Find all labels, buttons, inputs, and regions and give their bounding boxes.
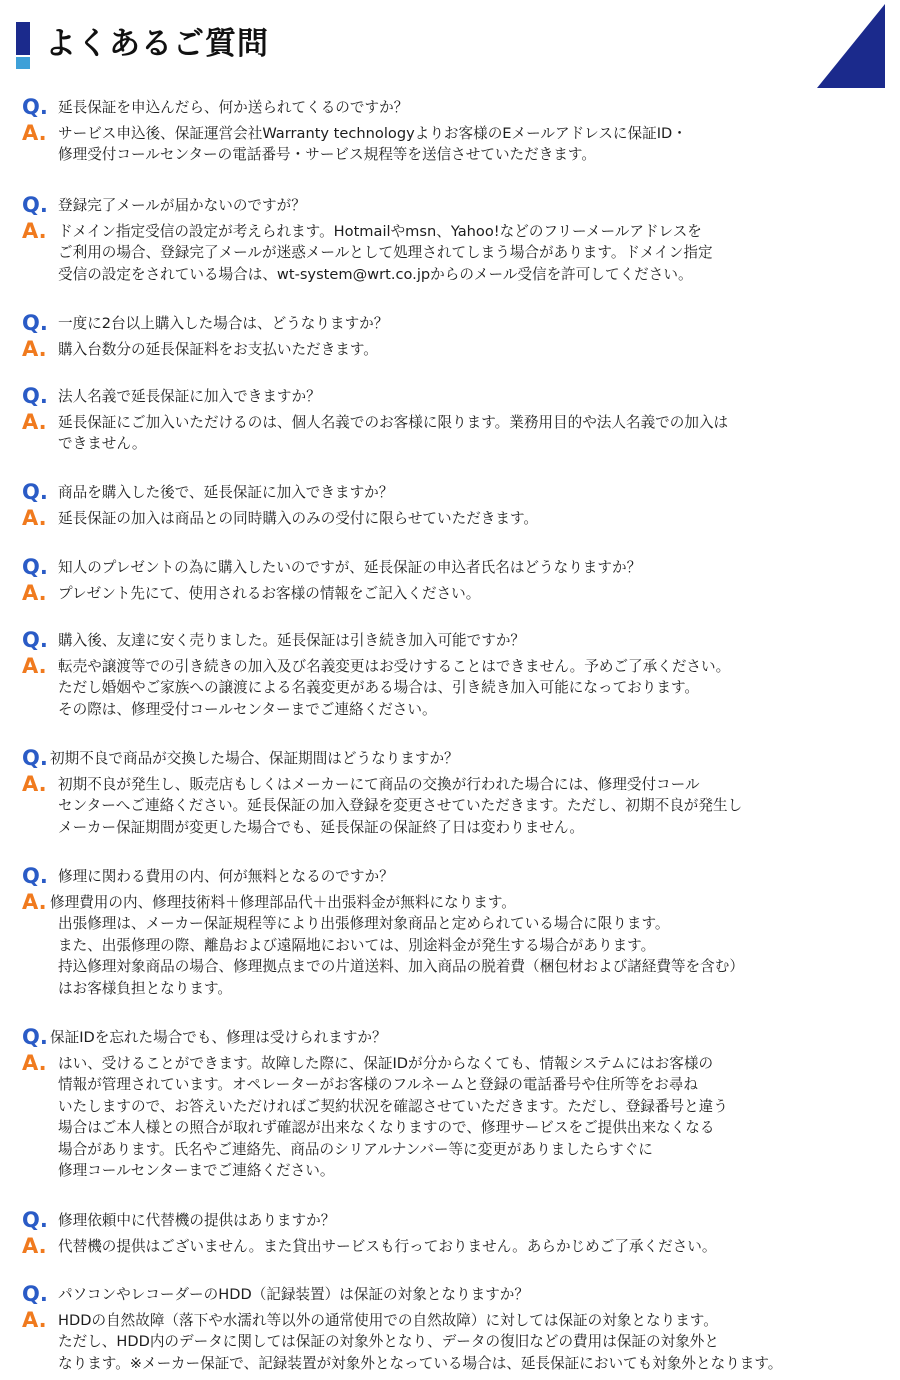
faq-question bbox=[0, 1210, 900, 1232]
page-title: よくあるご質問 bbox=[45, 26, 269, 62]
a-mark-icon: A. bbox=[22, 120, 47, 145]
question-text: 延長保証を申込んだら、何か送られてくるのですか？ bbox=[58, 99, 409, 116]
answer-text: 転売や譲渡等での引き続きの加入及び名義変更はお受けすることはできません。予めご了承ください。 ただし婚姻やご家族への譲渡による名義変更がある場合は、引き続き加入可能になっております。 その際は、修理受付コールセンターまでご連絡ください。 bbox=[58, 657, 731, 718]
answer-text: 初期不良が発生し、販売店もしくはメーカーにて商品の交換が行われた場合には、修理受付コール センターへご連絡ください。延長保証の加入登録を変更させていただきます。ただし、初期不良が発生し メーカー保証期間が変更した場合でも、延長保証の保証終了日は変わりません。 bbox=[58, 775, 743, 836]
faq-answer bbox=[0, 1307, 900, 1375]
question-text: 修理依頼中に代替機の提供はありますか？ bbox=[58, 1212, 336, 1229]
answer-text: はい、受けることができます。故障した際に、保証IDが分からなくても、情報システムにはお客様の 情報が管理されています。オペレーターがお客様のフルネームと登録の電話番号や住所等をお尋ね いたしますので、お答えいただければご契約状況を確認させていただきます。ただし、登録番号と違う 場合はご本人様との照合が取れず確認が出来なくなりますので、修理サービスをご提供出来なくなる 場合があります。氏名やご連絡先、商品のシリアルナンバー等に変更がありましたらすぐに 修理コールセンターまでご連絡ください。 bbox=[58, 1054, 728, 1179]
a-mark-icon: A. bbox=[22, 1307, 47, 1332]
faq-question bbox=[0, 557, 900, 579]
faq-item-6 bbox=[0, 557, 900, 604]
question-text: 知人のプレゼントの為に購入したいのですが、延長保証の申込者氏名はどうなりますか？ bbox=[58, 559, 642, 576]
question-text: 保証IDを忘れた場合でも、修理は受けられますか？ bbox=[50, 1029, 387, 1046]
faq-answer bbox=[0, 653, 900, 721]
corner-triangle-decoration bbox=[817, 4, 885, 88]
faq-item-4 bbox=[0, 386, 900, 455]
question-text: 登録完了メールが届かないのですが？ bbox=[58, 197, 306, 214]
question-text: 初期不良で商品が交換した場合、保証期間はどうなりますか？ bbox=[50, 750, 459, 767]
faq-answer bbox=[0, 1050, 900, 1182]
q-mark-icon: Q. bbox=[22, 746, 48, 770]
question-text: 一度に2台以上購入した場合は、どうなりますか？ bbox=[58, 315, 389, 332]
faq-item-3 bbox=[0, 313, 900, 360]
faq-item-9 bbox=[0, 866, 900, 999]
q-mark-icon: Q. bbox=[22, 1208, 48, 1232]
q-mark-icon: Q. bbox=[22, 384, 48, 408]
faq-answer bbox=[0, 771, 900, 839]
faq-question bbox=[0, 313, 900, 335]
answer-text: HDDの自然故障（落下や水濡れ等以外の通常使用での自然故障）に対しては保証の対象となります。 ただし、HDD内のデータに関しては保証の対象外となり、データの復旧などの費用は保証の対象外と なります。※メーカー保証で、記録装置が対象外となっている場合は、延長保証においても対象外となります。 bbox=[58, 1311, 783, 1372]
faq-answer bbox=[0, 218, 900, 286]
question-text: パソコンやレコーダーのHDD（記録装置）は保証の対象となりますか？ bbox=[58, 1286, 529, 1303]
q-mark-icon: Q. bbox=[22, 95, 48, 119]
answer-text: 修理費用の内、修理技術料＋修理部品代＋出張料金が無料になります。 出張修理は、メーカー保証規程等により出張修理対象商品と定められている場合に限ります。 また、出張修理の際、離島および遠隔地においては、別途料金が発生する場合があります。 持込修理対象商品の場合、修理拠点までの片道送料、加入商品の脱着費（梱包材および諸経費等を含む） はお客様負担となります。 bbox=[50, 893, 744, 997]
faq-question bbox=[0, 386, 900, 408]
answer-text: 購入台数分の延長保証料をお支払いただきます。 bbox=[58, 340, 378, 358]
q-mark-icon: Q. bbox=[22, 1282, 48, 1306]
a-mark-icon: A. bbox=[22, 1233, 47, 1258]
faq-question bbox=[0, 97, 900, 119]
question-text: 商品を購入した後で、延長保証に加入できますか？ bbox=[58, 484, 394, 501]
a-mark-icon: A. bbox=[22, 218, 47, 243]
faq-answer bbox=[0, 505, 900, 530]
q-mark-icon: Q. bbox=[22, 1025, 48, 1049]
answer-text: 延長保証にご加入いただけるのは、個人名義でのお客様に限ります。業務用目的や法人名義での加入は できません。 bbox=[58, 413, 729, 452]
faq-item-10 bbox=[0, 1027, 900, 1182]
faq-answer bbox=[0, 336, 900, 361]
faq-question bbox=[0, 482, 900, 504]
faq-answer bbox=[0, 580, 900, 605]
page-header bbox=[0, 0, 900, 90]
a-mark-icon: A. bbox=[22, 409, 47, 434]
faq-answer bbox=[0, 120, 900, 166]
a-mark-icon: A. bbox=[22, 889, 47, 914]
faq-item-5 bbox=[0, 482, 900, 529]
a-mark-icon: A. bbox=[22, 580, 47, 605]
a-mark-icon: A. bbox=[22, 505, 47, 530]
title-accent-bar-navy bbox=[16, 22, 30, 55]
answer-text: プレゼント先にて、使用されるお客様の情報をご記入ください。 bbox=[58, 584, 481, 602]
faq-item-2 bbox=[0, 195, 900, 285]
faq-item-1 bbox=[0, 97, 900, 166]
question-text: 購入後、友達に安く売りました。延長保証は引き続き加入可能ですか？ bbox=[58, 632, 526, 649]
faq-question bbox=[0, 630, 900, 652]
a-mark-icon: A. bbox=[22, 653, 47, 678]
a-mark-icon: A. bbox=[22, 771, 47, 796]
faq-question bbox=[0, 866, 900, 888]
faq-answer bbox=[0, 1233, 900, 1258]
question-text: 修理に関わる費用の内、何が無料となるのですか？ bbox=[58, 868, 394, 885]
q-mark-icon: Q. bbox=[22, 555, 48, 579]
faq-item-12 bbox=[0, 1284, 900, 1374]
q-mark-icon: Q. bbox=[22, 480, 48, 504]
answer-text: 代替機の提供はございません。また貸出サービスも行っておりません。あらかじめご了承ください。 bbox=[58, 1237, 717, 1255]
answer-text: サービス申込後、保証運営会社Warranty technologyよりお客様のEメールアドレスに保証ID・ 修理受付コールセンターの電話番号・サービス規程等を送信させていただきます。 bbox=[58, 124, 687, 163]
a-mark-icon: A. bbox=[22, 1050, 47, 1075]
q-mark-icon: Q. bbox=[22, 311, 48, 335]
faq-question bbox=[0, 1284, 900, 1306]
q-mark-icon: Q. bbox=[22, 193, 48, 217]
title-accent-bar-sky bbox=[16, 57, 30, 69]
answer-text: 延長保証の加入は商品との同時購入のみの受付に限らせていただきます。 bbox=[58, 509, 538, 527]
q-mark-icon: Q. bbox=[22, 628, 48, 652]
question-text: 法人名義で延長保証に加入できますか？ bbox=[58, 388, 321, 405]
answer-text: ドメイン指定受信の設定が考えられます。Hotmailやmsn、Yahoo!などのフリーメールアドレスを ご利用の場合、登録完了メールが迷惑メールとして処理されてしまう場合があります。ドメイン指定 受信の設定をされている場合は、wt-system@wrt.co.jpからのメール受信を許可してください。 bbox=[58, 222, 713, 283]
faq-question bbox=[0, 748, 900, 770]
faq-item-7 bbox=[0, 630, 900, 720]
faq-question bbox=[0, 1027, 900, 1049]
q-mark-icon: Q. bbox=[22, 864, 48, 888]
faq-answer bbox=[0, 889, 900, 1000]
faq-item-11 bbox=[0, 1210, 900, 1257]
faq-question bbox=[0, 195, 900, 217]
a-mark-icon: A. bbox=[22, 336, 47, 361]
faq-item-8 bbox=[0, 748, 900, 838]
faq-answer bbox=[0, 409, 900, 455]
